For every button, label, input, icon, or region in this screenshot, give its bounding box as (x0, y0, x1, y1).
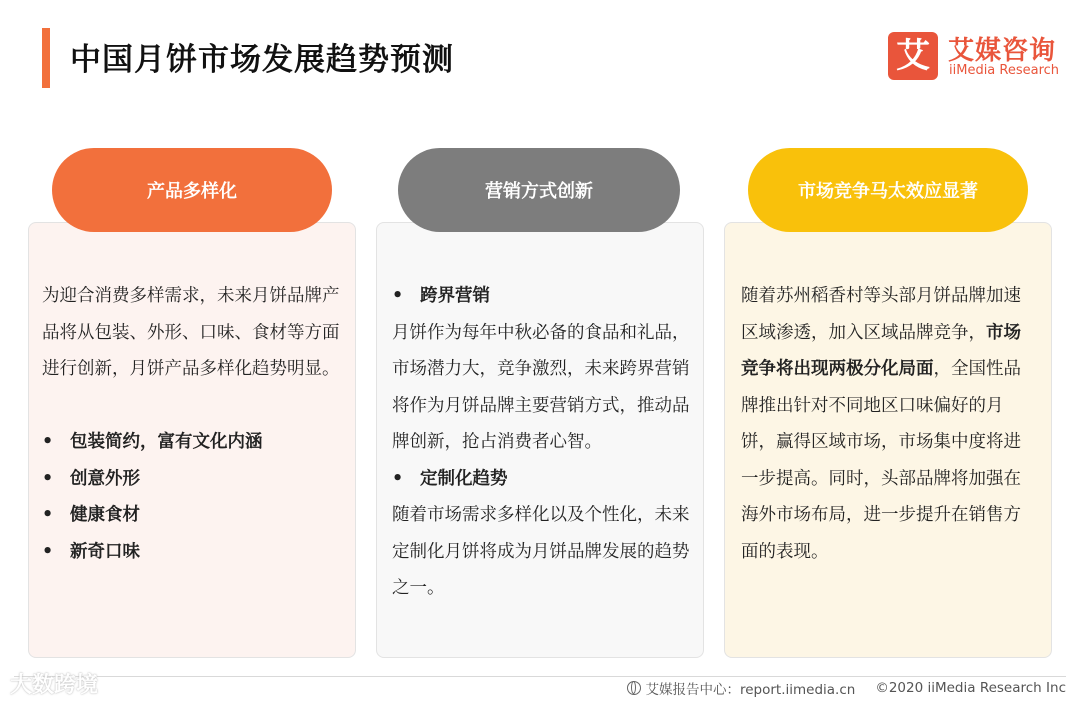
watermark: 大数跨境 (10, 673, 99, 698)
bullet-text: 新奇口味 (70, 541, 140, 562)
section-heading-text: 跨界营销 (420, 286, 490, 306)
bullet-icon: • (42, 541, 54, 562)
list-item (42, 497, 342, 534)
section-text: 月饼作为每年中秋必备的食品和礼品，市场潜力大，竞争激烈，未来跨界营销将作为月饼品牌主要营销方式，推动品牌创新，抢占消费者心智。 (392, 322, 690, 452)
card1-content (42, 278, 342, 570)
card3-text-bold: 市场竞争将出现两极分化局面 (741, 322, 1021, 379)
section-heading-text: 定制化趋势 (420, 468, 508, 489)
bullet-icon: • (42, 468, 54, 489)
footer-source: 艾媒报告中心：report.iimedia.cn (645, 682, 856, 698)
page-title: 中国月饼市场发展趋势预测 (70, 42, 454, 78)
logo-mark-icon: 艾 (888, 32, 938, 80)
pill-marketing-innovation: 营销方式创新 (398, 148, 680, 232)
bullet-icon: • (392, 286, 404, 306)
logo-en-text: iiMedia Research (949, 63, 1060, 78)
section-text: 随着市场需求多样化以及个性化，未来定制化月饼将成为月饼品牌发展的趋势之一。 (392, 505, 690, 598)
footer-divider (14, 676, 1066, 677)
pill-product-diversification: 产品多样化 (52, 148, 332, 232)
bullet-icon: • (392, 468, 404, 489)
list-item (42, 461, 342, 498)
bullet-icon: • (42, 432, 54, 452)
bullet-text: 创意外形 (70, 468, 140, 489)
list-item (42, 534, 342, 571)
card3-text-part2: ，全国性品牌推出针对不同地区口味偏好的月饼，赢得区域市场，市场集中度将进一步提高。同时，头部品牌将加强在海外市场布局，进一步提升在销售方面的表现。 (741, 359, 1021, 562)
card2-content (392, 278, 692, 607)
list-item (42, 424, 342, 461)
pill-matthew-effect: 市场竞争马太效应显著 (748, 148, 1028, 232)
title-accent-bar (42, 28, 50, 88)
iimedia-logo (888, 32, 1068, 82)
bullet-text: 包装简约，富有文化内涵 (70, 432, 263, 452)
footer (627, 678, 1066, 698)
card3-text-part1: 随着苏州稻香村等头部月饼品牌加速区域渗透，加入区域品牌竞争， (741, 286, 1021, 343)
section-heading (392, 461, 692, 498)
bullet-icon: • (42, 505, 54, 525)
bullet-text: 健康食材 (70, 505, 140, 525)
card1-intro: 为迎合消费多样需求，未来月饼品牌产品将从包装、外形、口味、食材等方面进行创新，月饼产品多样化趋势明显。 (42, 286, 340, 379)
card3-content (741, 278, 1037, 570)
footer-copyright: ©2020 iiMedia Research Inc (875, 680, 1066, 696)
section-heading (392, 278, 692, 315)
logo-cn-text: 艾媒咨询 (948, 36, 1057, 66)
globe-icon (627, 681, 641, 695)
